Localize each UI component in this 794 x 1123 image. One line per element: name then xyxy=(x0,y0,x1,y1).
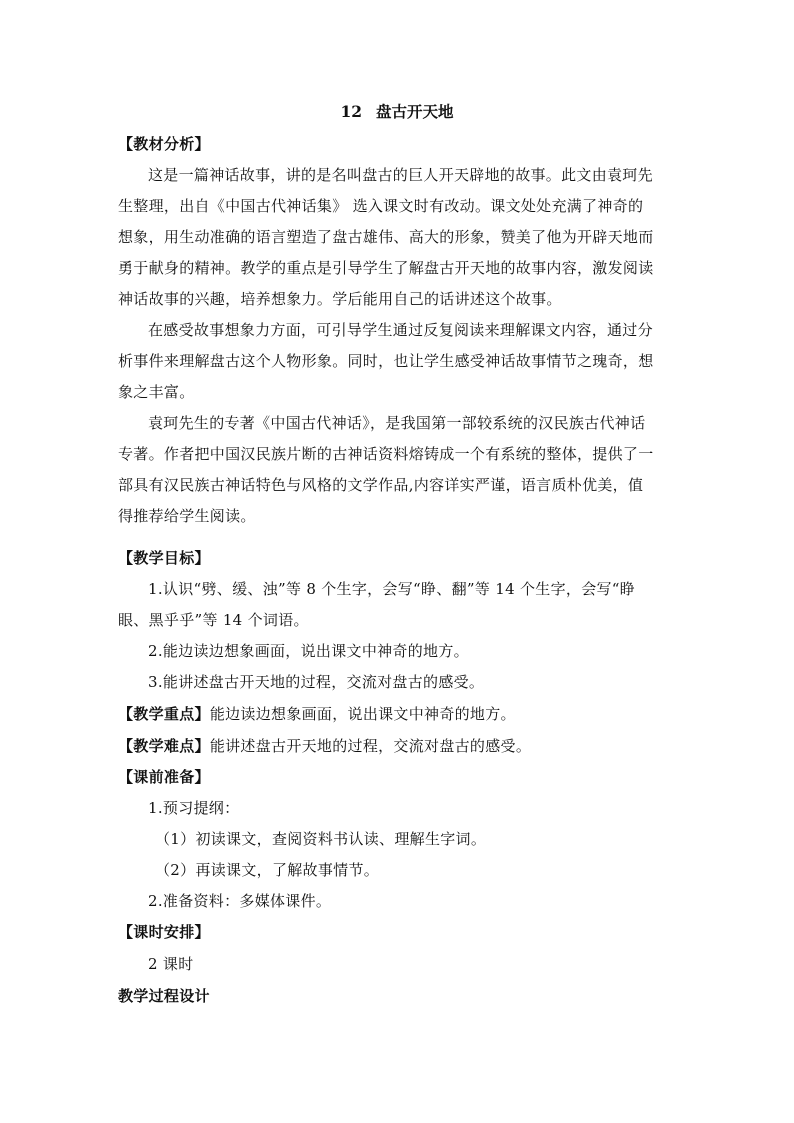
key-point xyxy=(118,704,516,724)
difficulty xyxy=(118,736,531,756)
analysis-p1-line3: 想象，用生动准确的语言塑造了盘古雄伟、高大的形象，赞美了他为开辟天地而 xyxy=(118,228,654,246)
lesson-name: 盘古开天地 xyxy=(376,102,454,121)
goal-3: 3.能讲述盘古开天地的过程，交流对盘古的感受。 xyxy=(148,673,485,691)
analysis-p3-line4: 得推荐给学生阅读。 xyxy=(118,507,256,525)
prep-item-1: 1.预习提纲： xyxy=(148,799,240,817)
prep-item-4: 2.准备资料：多媒体课件。 xyxy=(148,892,332,910)
schedule-heading: 【课时安排】 xyxy=(118,923,210,941)
analysis-p2-line1: 在感受故事想象力方面，可引导学生通过反复阅读来理解课文内容，通过分 xyxy=(148,321,653,339)
difficulty-text: 能讲述盘古开天地的过程，交流对盘古的感受。 xyxy=(209,737,532,755)
analysis-p3-line3: 部具有汉民族古神话特色与风格的文学作品,内容详实严谨，语言质朴优美，值 xyxy=(118,476,644,494)
analysis-p3-line2: 专著。作者把中国汉民族片断的古神话资料熔铸成一个有系统的整体，提供了一 xyxy=(118,445,654,463)
lesson-number: 12 xyxy=(340,102,363,121)
prep-item-2: （1）初读课文，查阅资料书认读、理解生字词。 xyxy=(155,830,487,848)
key-point-label: 【教学重点】 xyxy=(118,705,210,723)
analysis-p1-line4: 勇于献身的精神。教学的重点是引导学生了解盘古开天地的故事内容，激发阅读 xyxy=(118,259,654,277)
lesson-title xyxy=(0,102,794,122)
analysis-p2-line2: 析事件来理解盘古这个人物形象。同时，也让学生感受神话故事情节之瑰奇，想 xyxy=(118,352,654,370)
analysis-p1-line1: 这是一篇神话故事，讲的是名叫盘古的巨人开天辟地的故事。此文由袁珂先 xyxy=(148,166,653,184)
analysis-p3-line1: 袁珂先生的专著《中国古代神话》，是我国第一部较系统的汉民族古代神话 xyxy=(148,414,646,432)
goals-heading: 【教学目标】 xyxy=(118,549,210,567)
difficulty-label: 【教学难点】 xyxy=(118,737,210,755)
analysis-p1-line5: 神话故事的兴趣，培养想象力。学后能用自己的话讲述这个故事。 xyxy=(118,290,562,308)
process-heading: 教学过程设计 xyxy=(118,987,210,1005)
key-point-text: 能边读边想象画面，说出课文中神奇的地方。 xyxy=(209,705,516,723)
analysis-heading: 【教材分析】 xyxy=(118,135,210,153)
goal-1-line1: 1.认识“劈、缓、浊”等 8 个生字，会写“睁、翻”等 14 个生字，会写“睁 xyxy=(148,580,636,598)
prep-heading: 【课前准备】 xyxy=(118,768,210,786)
schedule-text: 2 课时 xyxy=(148,955,194,973)
prep-item-3: （2）再读课文，了解故事情节。 xyxy=(155,861,380,879)
goal-2: 2.能边读边想象画面，说出课文中神奇的地方。 xyxy=(148,642,469,660)
analysis-p2-line3: 象之丰富。 xyxy=(118,383,195,401)
analysis-p1-line2: 生整理，出自《中国古代神话集》 选入课文时有改动。课文处处充满了神奇的 xyxy=(118,197,644,215)
goal-1-line2: 眼、黑乎乎”等 14 个词语。 xyxy=(118,611,309,629)
